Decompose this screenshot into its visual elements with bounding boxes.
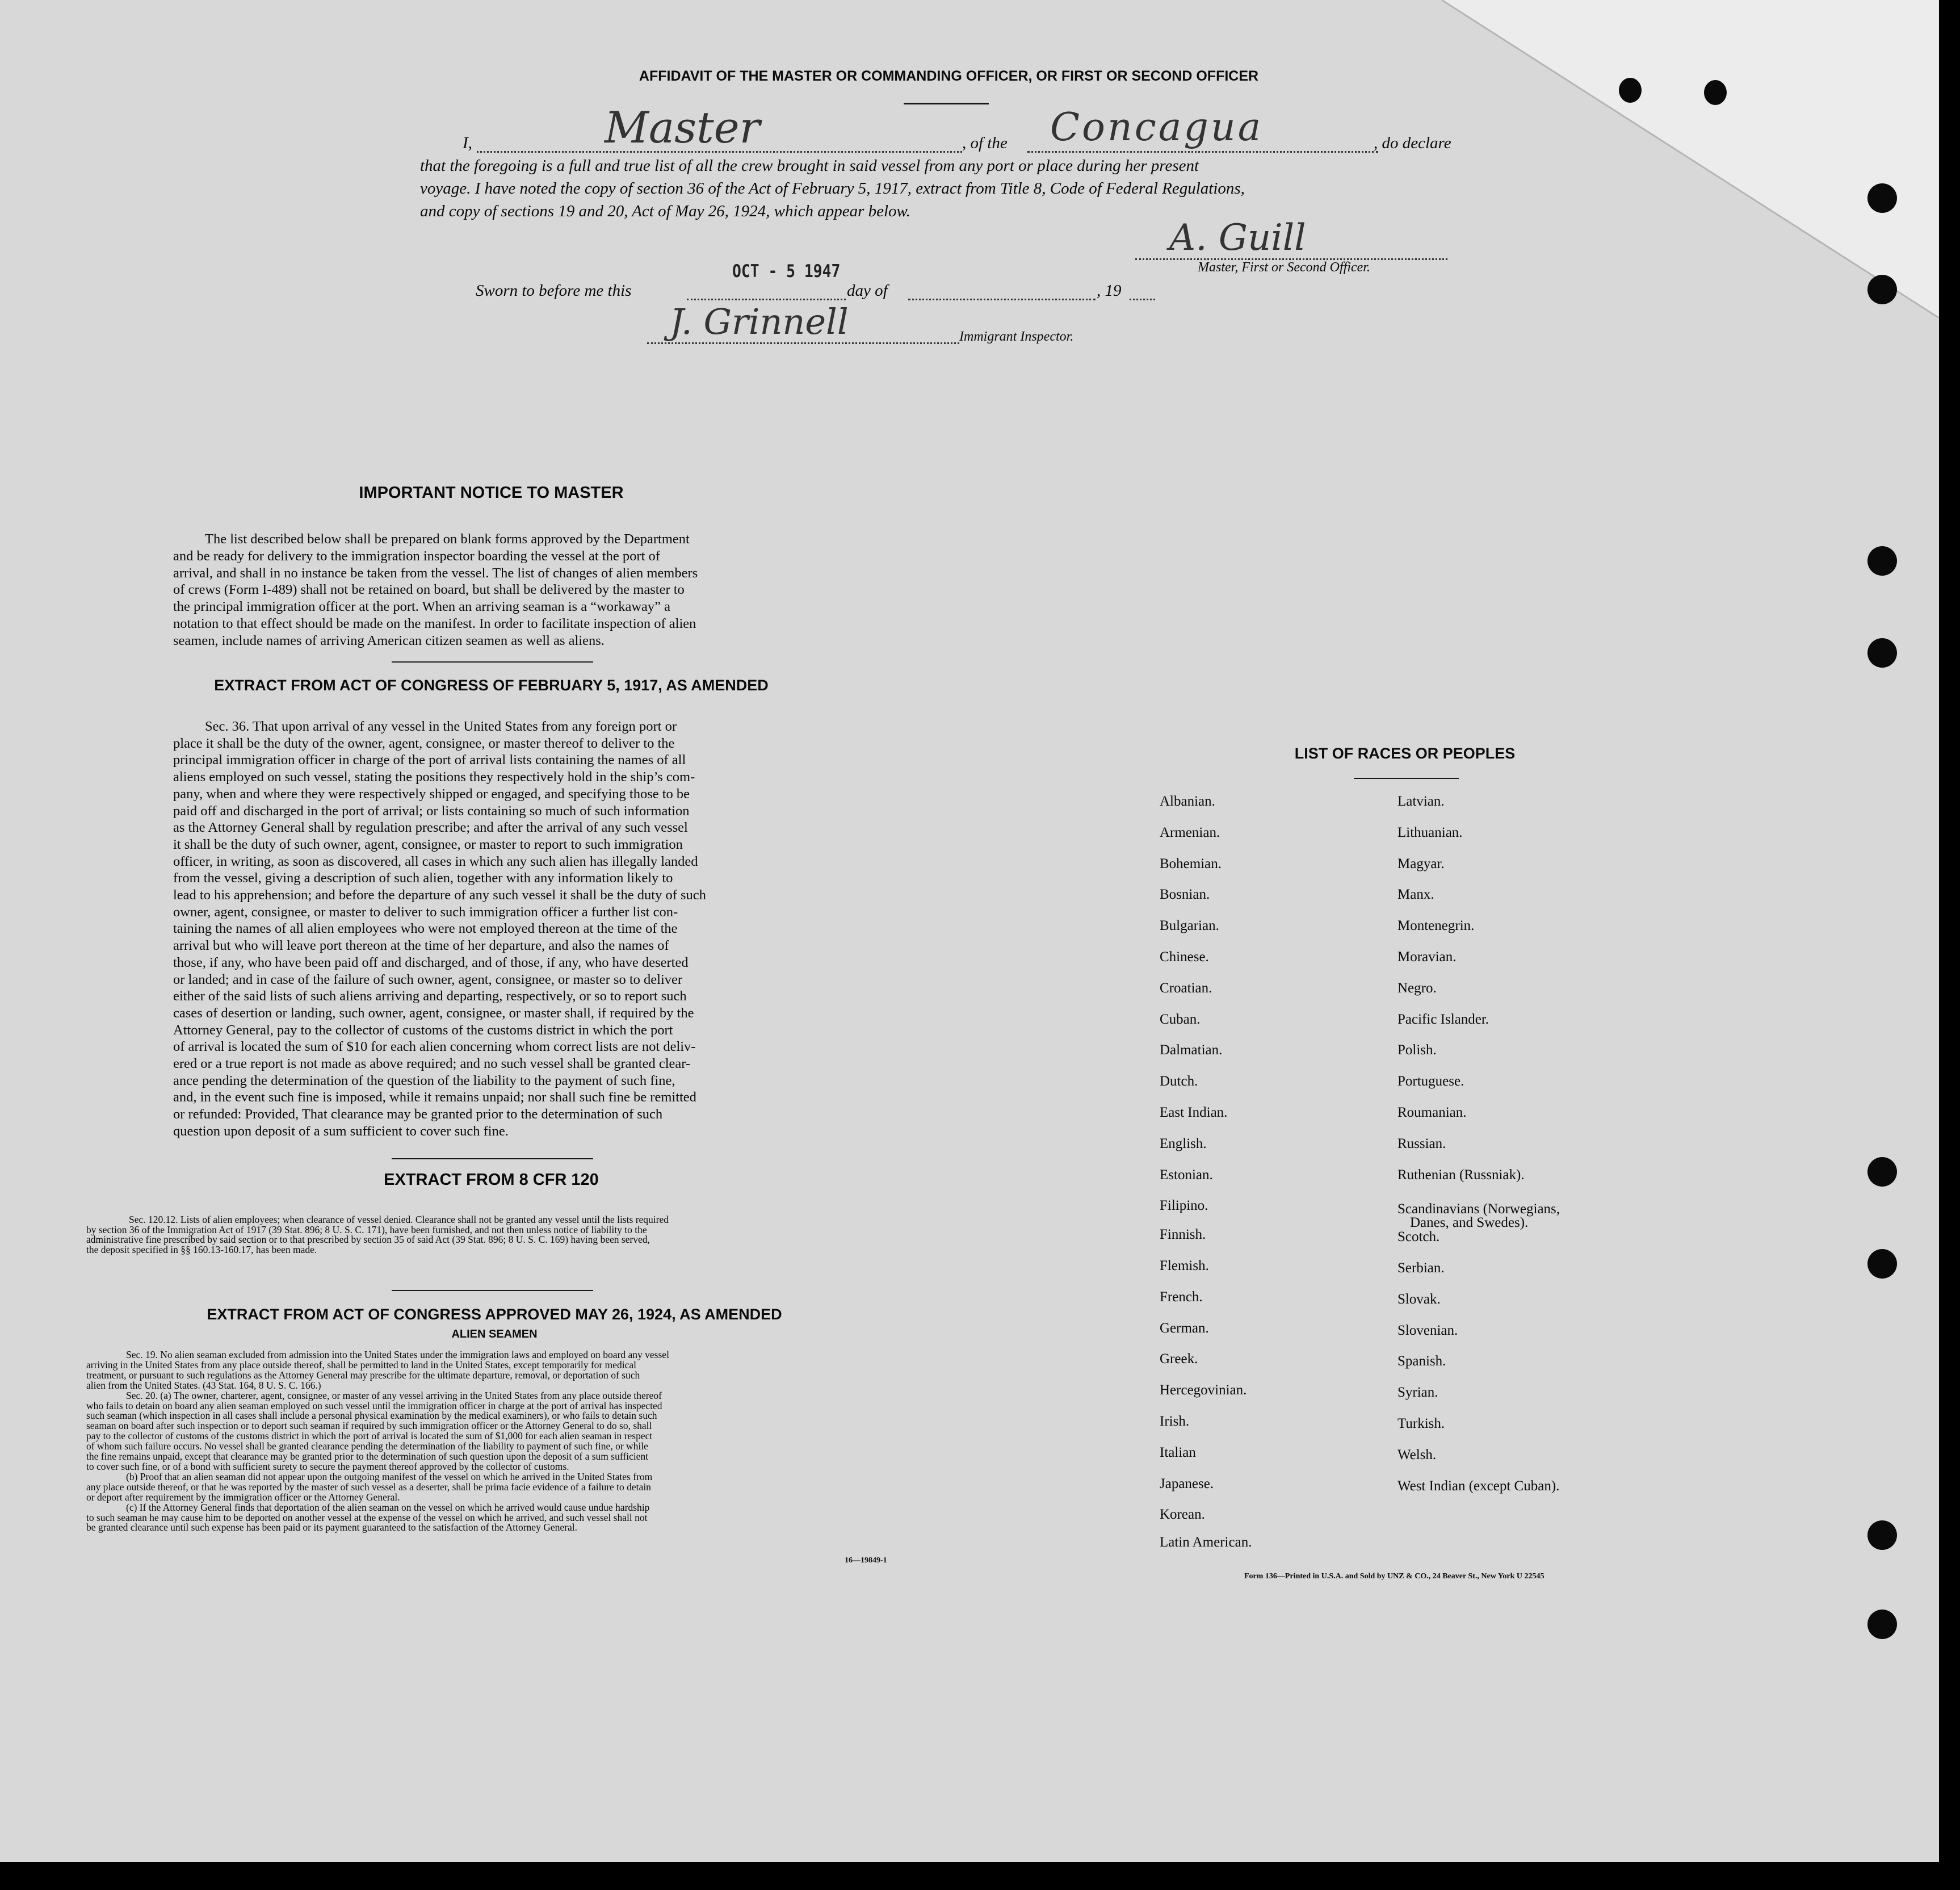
notice-line: The list described below shall be prepared on blank forms approved by the Department [205, 531, 690, 547]
sworn-day-line [687, 299, 846, 300]
race-item: Russian. [1397, 1135, 1446, 1151]
sec36-line: those, if any, who have been paid off and discharged, and of those, if any, who have deserted [173, 954, 689, 970]
race-item: Danes, and Swedes). [1410, 1215, 1529, 1231]
cfr-line: Sec. 120.12. Lists of alien employees; when clearance of vessel denied. Clearance shall not be granted any vessel until the lists required [129, 1214, 669, 1225]
sec36-line: Sec. 36. That upon arrival of any vessel in the United States from any foreign port or [205, 719, 677, 734]
sec20-line: pay to the collector of customs of the customs district in which the port of arrival is located the sum of $1,000 for each alien seaman in respect [86, 1430, 653, 1442]
race-item: Latvian. [1397, 794, 1445, 809]
vessel-name-line [1027, 151, 1378, 153]
race-item: French. [1160, 1289, 1203, 1305]
notice-line: the principal immigration officer at the port. When an arriving seaman is a “workaway” a [173, 599, 671, 615]
race-item: Dalmatian. [1160, 1042, 1223, 1058]
sec20-line: or deport after requirement by the immigration officer or the Attorney General. [86, 1491, 400, 1503]
sec19-line: treatment, or pursuant to such regulations as the Attorney General may prescribe for the ultimate departure, removal, or deportation of such [86, 1369, 640, 1381]
cfr-line: the deposit specified in §§ 160.13-160.17, has been made. [86, 1243, 317, 1255]
sec36-line: paid off and discharged in the port of arrival; or lists containing so much of such information [173, 803, 690, 819]
sec36-line: ered or a true report is not made as above required; and no such vessel shall be granted clear- [173, 1056, 691, 1072]
race-item: Spanish. [1397, 1353, 1446, 1369]
race-item: German. [1160, 1320, 1209, 1336]
section-divider [392, 661, 593, 663]
day-of-label: day of [847, 282, 888, 300]
sec19-line: alien from the United States. (43 Stat. 164, 8 U. S. C. 166.) [86, 1379, 321, 1391]
sec20-line: (c) If the Attorney General finds that deportation of the alien seaman on the vessel on which he arrived would cause undue hardship [126, 1501, 650, 1513]
race-item: Roumanian. [1397, 1105, 1467, 1120]
date-stamp: OCT - 5 1947 [732, 261, 841, 282]
sec20-line: to cover such fine, or of a bond with sufficient surety to secure the payment thereof approved by the collector of customs. [86, 1460, 569, 1472]
race-item: English. [1160, 1135, 1207, 1151]
sec36-line: aliens employed on such vessel, stating the positions they respectively hold in the ship’s com- [173, 769, 695, 785]
race-item: Cuban. [1160, 1011, 1201, 1027]
race-item: Hercegovinian. [1160, 1382, 1247, 1398]
binder-hole [1867, 1610, 1897, 1639]
race-item: East Indian. [1160, 1105, 1228, 1120]
extract-1924-subtitle: ALIEN SEAMEN [451, 1328, 538, 1340]
sec36-line: and, in the event such fine is imposed, while it remains unpaid; nor shall such fine be remitted [173, 1089, 696, 1105]
binder-hole [1867, 183, 1897, 213]
race-item: Slovenian. [1397, 1322, 1458, 1338]
notice-line: and be ready for delivery to the immigration inspector boarding the vessel at the port of [173, 548, 660, 564]
sworn-month-line [908, 299, 1096, 300]
i-label: I, [463, 134, 472, 152]
race-item: Manx. [1397, 887, 1434, 903]
notice-line: seamen, include names of arriving American citizen seamen as well as aliens. [173, 632, 605, 648]
form-code: 16—19849-1 [845, 1556, 887, 1565]
races-column-2 [1397, 794, 1664, 1549]
race-item: Dutch. [1160, 1074, 1198, 1089]
sec20-line: to such seaman he may cause him to be deported on another vessel at the expense of the vessel on which he arrived, and such vessel shall not [86, 1511, 648, 1523]
race-item: Italian [1160, 1444, 1196, 1460]
sec36-line: as the Attorney General shall by regulation prescribe; and after the arrival of any such vessel [173, 820, 688, 836]
sec20-line: who fails to detain on board any alien seaman employed on such vessel until the immigration officer in charge at the port of arrival has inspected [86, 1399, 662, 1411]
declaration-line-4: and copy of sections 19 and 20, Act of May 26, 1924, which appear below. [420, 202, 910, 220]
sec36-line: ance pending the determination of the question of the liability to the payment of such fine, [173, 1072, 675, 1088]
sec36-line: or landed; and in case of the failure of such owner, agent, consignee, or master so to deliver [173, 971, 683, 987]
race-item: West Indian (except Cuban). [1397, 1478, 1560, 1494]
race-item: Montenegrin. [1397, 918, 1475, 934]
race-item: Lithuanian. [1397, 824, 1463, 840]
race-item: Armenian. [1160, 824, 1220, 840]
notice-line: of crews (Form I-489) shall not be retained on board, but shall be delivered by the master to [173, 582, 685, 598]
sec36-line: taining the names of all alien employees who were not employed thereon at the time of the [173, 921, 678, 937]
notice-title: IMPORTANT NOTICE TO MASTER [359, 484, 624, 502]
extract-1917-title: EXTRACT FROM ACT OF CONGRESS OF FEBRUARY 5, 1917, AS AMENDED [214, 677, 769, 694]
sec20-line: be granted clearance until such expense has been paid or its payment guaranteed to the satisfaction of the Attorney General. [86, 1522, 577, 1533]
sec36-line: from the vessel, giving a description of such alien, together with any information likely to [173, 870, 673, 886]
master-name: Master [605, 102, 760, 153]
cfr-title: EXTRACT FROM 8 CFR 120 [384, 1171, 599, 1189]
race-item: Welsh. [1397, 1447, 1437, 1462]
race-item: Bohemian. [1160, 856, 1222, 871]
race-item: Flemish. [1160, 1258, 1209, 1273]
race-item: Korean. [1160, 1507, 1205, 1523]
extract-1917-body [173, 718, 812, 1140]
sec20-line: of whom such failure occurs. No vessel shall be granted clearance pending the determination of the liability to payment of such fine, or while [86, 1440, 648, 1452]
race-item: Pacific Islander. [1397, 1011, 1489, 1027]
race-item: Negro. [1397, 980, 1437, 996]
extract-1924-body [86, 1350, 903, 1533]
declaration-line-3: voyage. I have noted the copy of section 36 of the Act of February 5, 1917, extract from Title 8, Code of Federal Regulations, [420, 179, 1245, 198]
section-divider [392, 1158, 593, 1159]
race-item: Polish. [1397, 1042, 1437, 1058]
sec36-line: owner, agent, consignee, or master to deliver to such immigration officer a further list con- [173, 904, 678, 920]
section-divider [392, 1290, 593, 1291]
year-prefix-label: , 19 [1097, 282, 1122, 300]
binder-hole [1619, 78, 1642, 103]
inspector-signature: J. Grinnell [670, 301, 849, 342]
sec36-line: either of the said lists of such aliens arriving and departing, respectively, or so to report such [173, 988, 687, 1004]
extract-1924-title: EXTRACT FROM ACT OF CONGRESS APPROVED MAY 26, 1924, AS AMENDED [207, 1306, 782, 1323]
sec36-line: lead to his apprehension; and before the departure of any such vessel it shall be the duty of such [173, 887, 706, 903]
race-item: Scandinavians (Norwegians, [1397, 1201, 1560, 1217]
binder-hole [1867, 1520, 1897, 1550]
do-declare-label: , do declare [1374, 134, 1451, 152]
race-item: Ruthenian (Russniak). [1397, 1167, 1525, 1183]
printer-footer: Form 136—Printed in U.S.A. and Sold by UNZ & CO., 24 Beaver St., New York U 22545 [1244, 1572, 1545, 1581]
sec19-line: Sec. 19. No alien seaman excluded from admission into the United States under the immigration laws and employed on board any vessel [126, 1349, 669, 1360]
race-item: Syrian. [1397, 1385, 1438, 1401]
folded-corner [1442, 0, 1939, 318]
race-item: Portuguese. [1397, 1074, 1464, 1089]
sec36-line: of arrival is located the sum of $10 for each alien concerning whom correct lists are not deliv- [173, 1039, 696, 1055]
binder-hole [1867, 275, 1897, 304]
notice-line: notation to that effect should be made on the manifest. In order to facilitate inspection of alien [173, 615, 696, 631]
officer-signature: A. Guill [1169, 217, 1306, 259]
race-item: Croatian. [1160, 980, 1212, 996]
cfr-line: administrative fine prescribed by said section or to that prescribed by section 35 of said Act (39 Stat. 896; 8 U. S. C. 169) having been served, [86, 1234, 650, 1246]
sec36-line: place it shall be the duty of the owner, agent, consignee, or master thereof to deliver to the [173, 735, 675, 751]
of-the-label: , of the [962, 134, 1008, 152]
sec20-line: the fine remains unpaid, except that clearance may be granted prior to the determination of such question upon the deposit of a sum sufficient [86, 1451, 649, 1462]
race-item: Bosnian. [1160, 887, 1210, 903]
race-item: Albanian. [1160, 794, 1215, 809]
cfr-body [86, 1215, 903, 1255]
sec36-line: it shall be the duty of such owner, agent, consignee, or master to report to such immigration [173, 836, 683, 852]
race-item: Estonian. [1160, 1167, 1213, 1183]
vessel-name: Concagua [1050, 105, 1264, 150]
race-item: Scotch. [1397, 1229, 1440, 1245]
officer-caption: Master, First or Second Officer. [1198, 260, 1370, 275]
races-title-divider [1354, 778, 1459, 779]
race-item: Irish. [1160, 1414, 1190, 1429]
sec36-line: question upon deposit of a sum sufficient to cover such fine. [173, 1123, 509, 1139]
race-item: Japanese. [1160, 1476, 1214, 1491]
sec20-line: seaman on board after such inspection or to deport such seaman if required by such immigration officer or the Attorney General to do so, shall [86, 1420, 652, 1432]
race-item: Finnish. [1160, 1227, 1206, 1243]
sec36-line: pany, when and where they were respectively shipped or engaged, and specifying those to be [173, 786, 690, 802]
notice-line: arrival, and shall in no instance be taken from the vessel. The list of changes of alien members [173, 565, 698, 581]
race-item: Bulgarian. [1160, 918, 1219, 934]
sec36-line: officer, in writing, as soon as discovered, all cases in which any such alien has illegally landed [173, 853, 698, 869]
race-item: Greek. [1160, 1351, 1198, 1367]
sec19-line: arriving in the United States from any place outside thereof, shall be permitted to land in the United States, except temporarily for medical [86, 1359, 637, 1371]
sec20-line: (b) Proof that an alien seaman did not appear upon the outgoing manifest of the vessel on which he arrived in the United States from [126, 1470, 653, 1482]
sec20-line: any place outside thereof, or that he was reported by the master of such vessel as a deserter, shall be prima facie evidence of a failure to detain [86, 1481, 651, 1493]
binder-hole [1867, 1157, 1897, 1187]
binder-hole [1867, 1249, 1897, 1279]
sec36-line: Attorney General, pay to the collector of customs of the customs district in which the port [173, 1022, 673, 1038]
affidavit-title: AFFIDAVIT OF THE MASTER OR COMMANDING OFFICER, OR FIRST OR SECOND OFFICER [639, 68, 1259, 84]
notice-body [173, 531, 812, 649]
cfr-line: by section 36 of the Immigration Act of 1917 (39 Stat. 896; 8 U. S. C. 171), have been furnished, and not then unless notice of liability to the [86, 1223, 647, 1235]
race-item: Moravian. [1397, 949, 1457, 965]
sworn-year-line [1130, 299, 1155, 300]
binder-hole [1867, 546, 1897, 576]
inspector-signature-line [647, 342, 959, 344]
race-item: Serbian. [1397, 1260, 1445, 1276]
race-item: Filipino. [1160, 1198, 1208, 1214]
race-item: Chinese. [1160, 949, 1209, 965]
races-column-1 [1160, 794, 1375, 1566]
race-item: Latin American. [1160, 1535, 1252, 1550]
sec36-line: cases of desertion or landing, such owner, agent, consignee, or master shall, if required by the [173, 1005, 694, 1021]
sec36-line: or refunded: Provided, That clearance may be granted prior to the determination of such [173, 1107, 663, 1122]
race-item: Turkish. [1397, 1416, 1445, 1431]
binder-hole [1704, 80, 1727, 105]
sworn-label: Sworn to before me this [476, 282, 632, 300]
binder-hole [1867, 638, 1897, 668]
sec36-line: principal immigration officer in charge of the port of arrival lists containing the names of all [173, 752, 686, 768]
sec20-line: such seaman (which inspection in all cases shall include a personal physical examination by the medical examiners), or who fails to detain such [86, 1410, 657, 1422]
inspector-caption: Immigrant Inspector. [959, 329, 1074, 344]
sec20-line: Sec. 20. (a) The owner, charterer, agent, consignee, or master of any vessel arriving in the United States from any place outside thereof [126, 1389, 662, 1401]
race-item: Magyar. [1397, 856, 1445, 871]
declaration-line-2: that the foregoing is a full and true list of all the crew brought in said vessel from any port or place during her present [420, 157, 1199, 175]
race-item: Slovak. [1397, 1291, 1441, 1307]
races-title: LIST OF RACES OR PEOPLES [1294, 745, 1516, 762]
sec36-line: arrival but who will leave port thereon at the time of her departure, and also the names of [173, 938, 669, 954]
title-divider [904, 103, 989, 104]
